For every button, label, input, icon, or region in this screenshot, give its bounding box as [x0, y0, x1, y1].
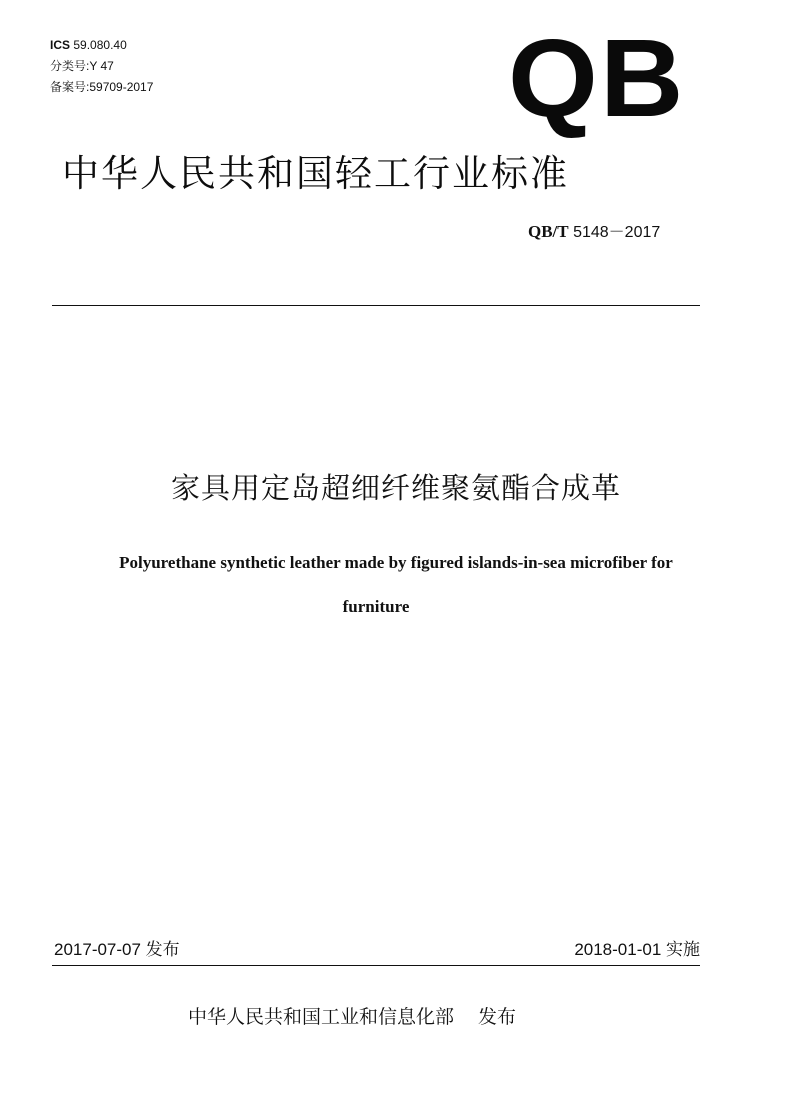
publisher [188, 1004, 516, 1030]
standard-code: QB/T [528, 222, 569, 241]
classification-value: Y 47 [89, 59, 114, 73]
qb-logo: QB [508, 17, 686, 140]
issue-date: 2017-07-07 发布 [54, 940, 180, 959]
ics-value: 59.080.40 [73, 38, 127, 52]
standard-number [528, 222, 660, 243]
record-value: 59709-2017 [89, 80, 154, 94]
record-label: 备案号: [50, 80, 90, 94]
title-english-line2: furniture [342, 597, 410, 616]
classification-label: 分类号: [50, 59, 90, 73]
bottom-divider [52, 965, 700, 966]
title-english-line1: Polyurethane synthetic leather made by figured islands-in-sea microfiber for [119, 553, 673, 572]
title-chinese: 家具用定岛超细纤维聚氨酯合成革 [170, 471, 621, 505]
top-divider [52, 305, 700, 306]
publisher-action: 发布 [478, 1006, 517, 1028]
publisher-name: 中华人民共和国工业和信息化部 [188, 1006, 455, 1028]
ics-number [50, 38, 127, 52]
implementation-date: 2018-01-01 实施 [574, 940, 700, 959]
ics-label: ICS [50, 38, 71, 52]
standard-type-heading: 中华人民共和国轻工行业标准 [62, 152, 569, 195]
classification-number [50, 59, 114, 73]
record-number [50, 80, 153, 94]
standard-number-value: 5148－2017 [573, 224, 661, 241]
